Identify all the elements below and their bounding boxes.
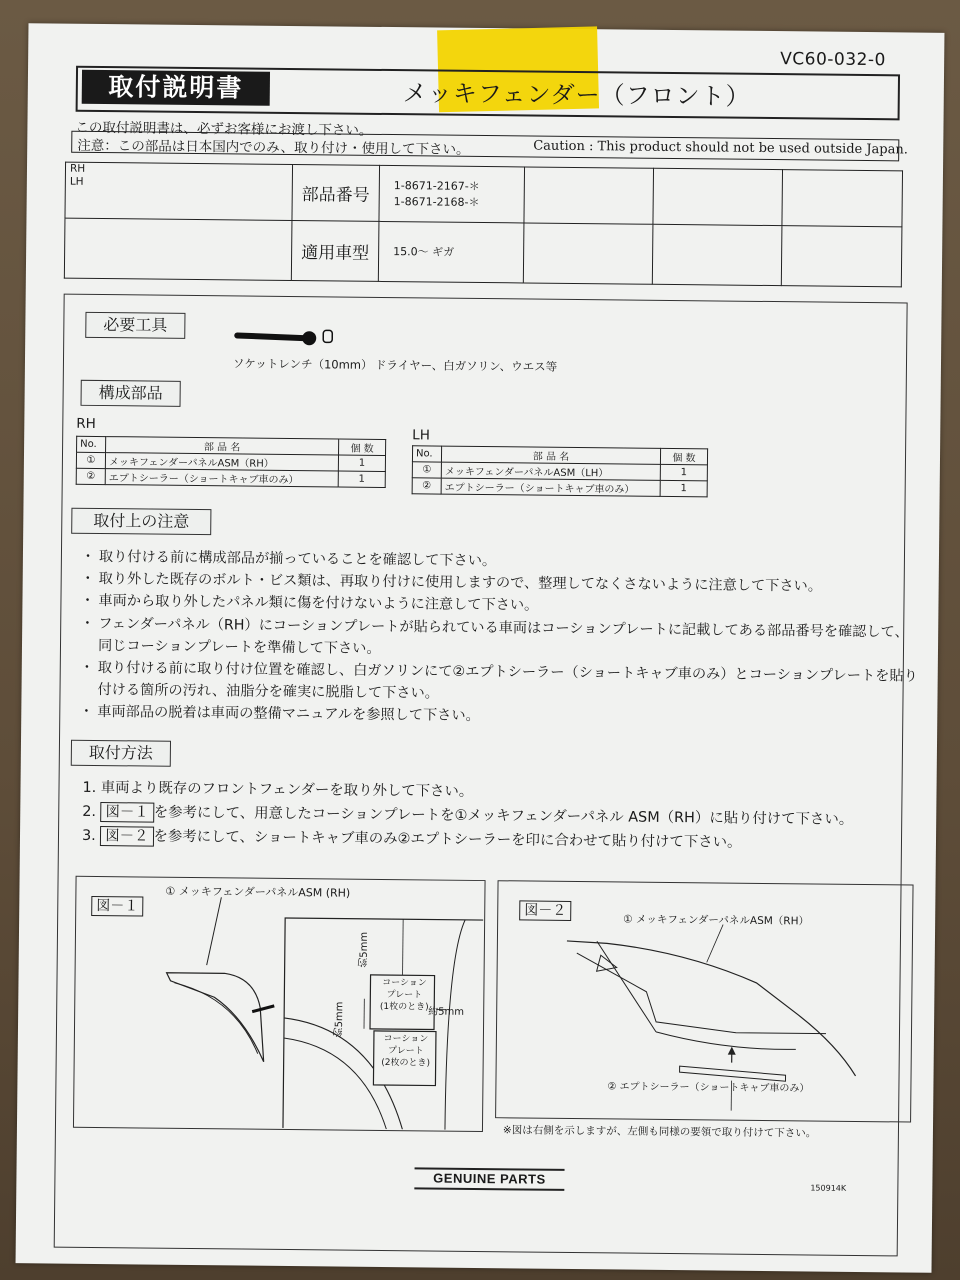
precaution-item: ・ 取り付ける前に取り付け位置を確認し、白ガソリンにて②エプトシーラー（ショートキャブ車のみ）とコーションプレートを貼り付ける箇所の汚れ、油脂分を確実に脱脂して下さい。 [79, 657, 919, 710]
side-rh: RH [69, 162, 86, 175]
plate-2-line: プレート [387, 1046, 424, 1057]
precaution-item: ・ 取り外した既存のボルト・ビス類は、再取り付けに使用しますので、整理してなくさないように注意して下さい。 [81, 568, 921, 599]
empty-cell [652, 224, 782, 285]
caution-plate-1 [374, 977, 434, 1014]
figure-2-reference: 図－２ [100, 826, 153, 847]
plate-2-line: コーション [383, 1034, 429, 1045]
col-name: 部 品 名 [106, 437, 339, 455]
row-no: ② [412, 478, 441, 494]
caution-english: Caution : This product should not be used outside Japan. [533, 138, 909, 158]
part-number-lh: 1-8671-2168-＊ [393, 194, 480, 209]
components-heading: 構成部品 [81, 380, 181, 407]
footer-code: 150914K [810, 1183, 847, 1193]
method-steps [82, 776, 933, 857]
empty-cell [782, 170, 903, 227]
row-no: ① [412, 462, 441, 478]
step-1: 1. 車両より既存のフロントフェンダーを取り外して下さい。 [82, 779, 474, 800]
plate-1-line: コーション [382, 977, 427, 989]
row-name: エプトシーラー（ショートキャブ車のみ） [105, 469, 338, 487]
handover-note: この取付説明書は、必ずお客様にお渡し下さい。 [75, 119, 373, 139]
plate-2-line: (2枚のとき) [381, 1057, 431, 1069]
socket-wrench-icon [233, 325, 363, 350]
dim-top: 約5mm [358, 931, 371, 968]
col-name: 部 品 名 [441, 446, 660, 464]
precaution-item: ・ 車両から取り外したパネル類に傷を付けないように注意して下さい。 [80, 590, 920, 621]
step-2-text: を参考にして、用意したコーションプレートを①メッキフェンダーパネル ASM（RH）に貼り付けて下さい。 [153, 804, 854, 828]
side-lh: LH [69, 175, 84, 188]
precaution-item: ・ 取り付ける前に構成部品が揃っていることを確認して下さい。 [81, 546, 921, 577]
spec-table [64, 162, 903, 288]
row-name: メッキフェンダーパネルASM（LH） [441, 462, 660, 480]
other-tools-label: ドライヤー、白ガソリン、ウエス等 [374, 357, 558, 374]
method-heading: 取付方法 [71, 740, 171, 767]
step-3-text: を参考にして、ショートキャブ車のみ②エプトシーラーを印に合わせて貼り付けて下さい。 [153, 828, 742, 851]
socket-wrench-label: ソケットレンチ（10mm） [232, 356, 373, 372]
figure-2-callout-1: ① メッキフェンダーパネルASM（RH） [623, 913, 810, 928]
row-name: エプトシーラー（ショートキャブ車のみ） [441, 478, 660, 496]
parts-table-lh [412, 445, 708, 497]
vehicle-type-label: 適用車型 [291, 221, 379, 282]
components-rh-label: RH [76, 415, 96, 432]
figure-note: ※図は右側を示しますが、左側も同様の要領で取り付けて下さい。 [502, 1124, 817, 1140]
empty-cell [524, 167, 654, 224]
figure-1-reference: 図－１ [100, 802, 153, 823]
dim-right: 約5mm [428, 1006, 465, 1018]
dim-left: 約5mm [333, 1001, 346, 1038]
col-qty: 個 数 [339, 439, 386, 455]
col-no: No. [77, 436, 106, 452]
empty-cell [781, 226, 902, 287]
instruction-sheet [16, 23, 945, 1273]
precaution-item: ・ 車両部品の脱着は車両の整備マニュアルを参照して下さい。 [79, 701, 919, 732]
row-qty: 1 [660, 480, 707, 496]
part-number-label: 部品番号 [292, 165, 380, 222]
figure-2-callout-2: ② エプトシーラー（ショートキャブ車のみ） [607, 1081, 810, 1095]
row-qty: 1 [660, 464, 707, 480]
precaution-item: ・ フェンダーパネル（RH）にコーションプレートが貼られている車両はコーションプレートに記載してある部品番号を確認して、同じコーションプレートを準備して下さい。 [80, 612, 920, 665]
document-title: 取付説明書 [82, 70, 270, 106]
caution-plate-2 [376, 1033, 436, 1070]
row-qty: 1 [338, 455, 385, 471]
tools-heading: 必要工具 [85, 312, 185, 339]
plate-1-line: (1枚のとき) [379, 1001, 429, 1013]
empty-cell [523, 223, 653, 284]
step-2-number: 2. [82, 803, 97, 820]
precautions-heading: 取付上の注意 [71, 508, 211, 535]
empty-cell [64, 218, 292, 280]
components-lh-label: LH [412, 427, 430, 444]
parts-table-rh [76, 436, 386, 488]
row-name: メッキフェンダーパネルASM（RH） [105, 453, 338, 471]
step-3-number: 3. [81, 827, 96, 844]
col-no: No. [412, 446, 441, 462]
empty-cell [653, 168, 783, 225]
col-qty: 個 数 [660, 448, 707, 464]
precautions-list [79, 546, 921, 732]
figure-2-label: 図－２ [519, 900, 571, 921]
plate-1-line: プレート [386, 990, 423, 1001]
part-number-rh: 1-8671-2167-＊ [393, 178, 480, 193]
vehicle-type-value: 15.0～ ギガ [378, 221, 524, 283]
row-no: ① [76, 452, 105, 468]
caution-japanese: 注意：この部品は日本国内でのみ、取り付け・使用して下さい。 [77, 137, 470, 158]
figure-1-label: 図－１ [91, 896, 143, 917]
figure-1-callout: ① メッキフェンダーパネルASM (RH) [165, 884, 351, 900]
spec-side-cell [65, 162, 293, 220]
genuine-parts-logo: GENUINE PARTS [414, 1167, 564, 1191]
product-name: メッキフェンダー（フロント） [402, 79, 751, 111]
row-qty: 1 [338, 471, 385, 487]
row-no: ② [76, 468, 105, 484]
part-number-values [379, 165, 525, 223]
document-number: VC60-032-0 [780, 49, 886, 71]
